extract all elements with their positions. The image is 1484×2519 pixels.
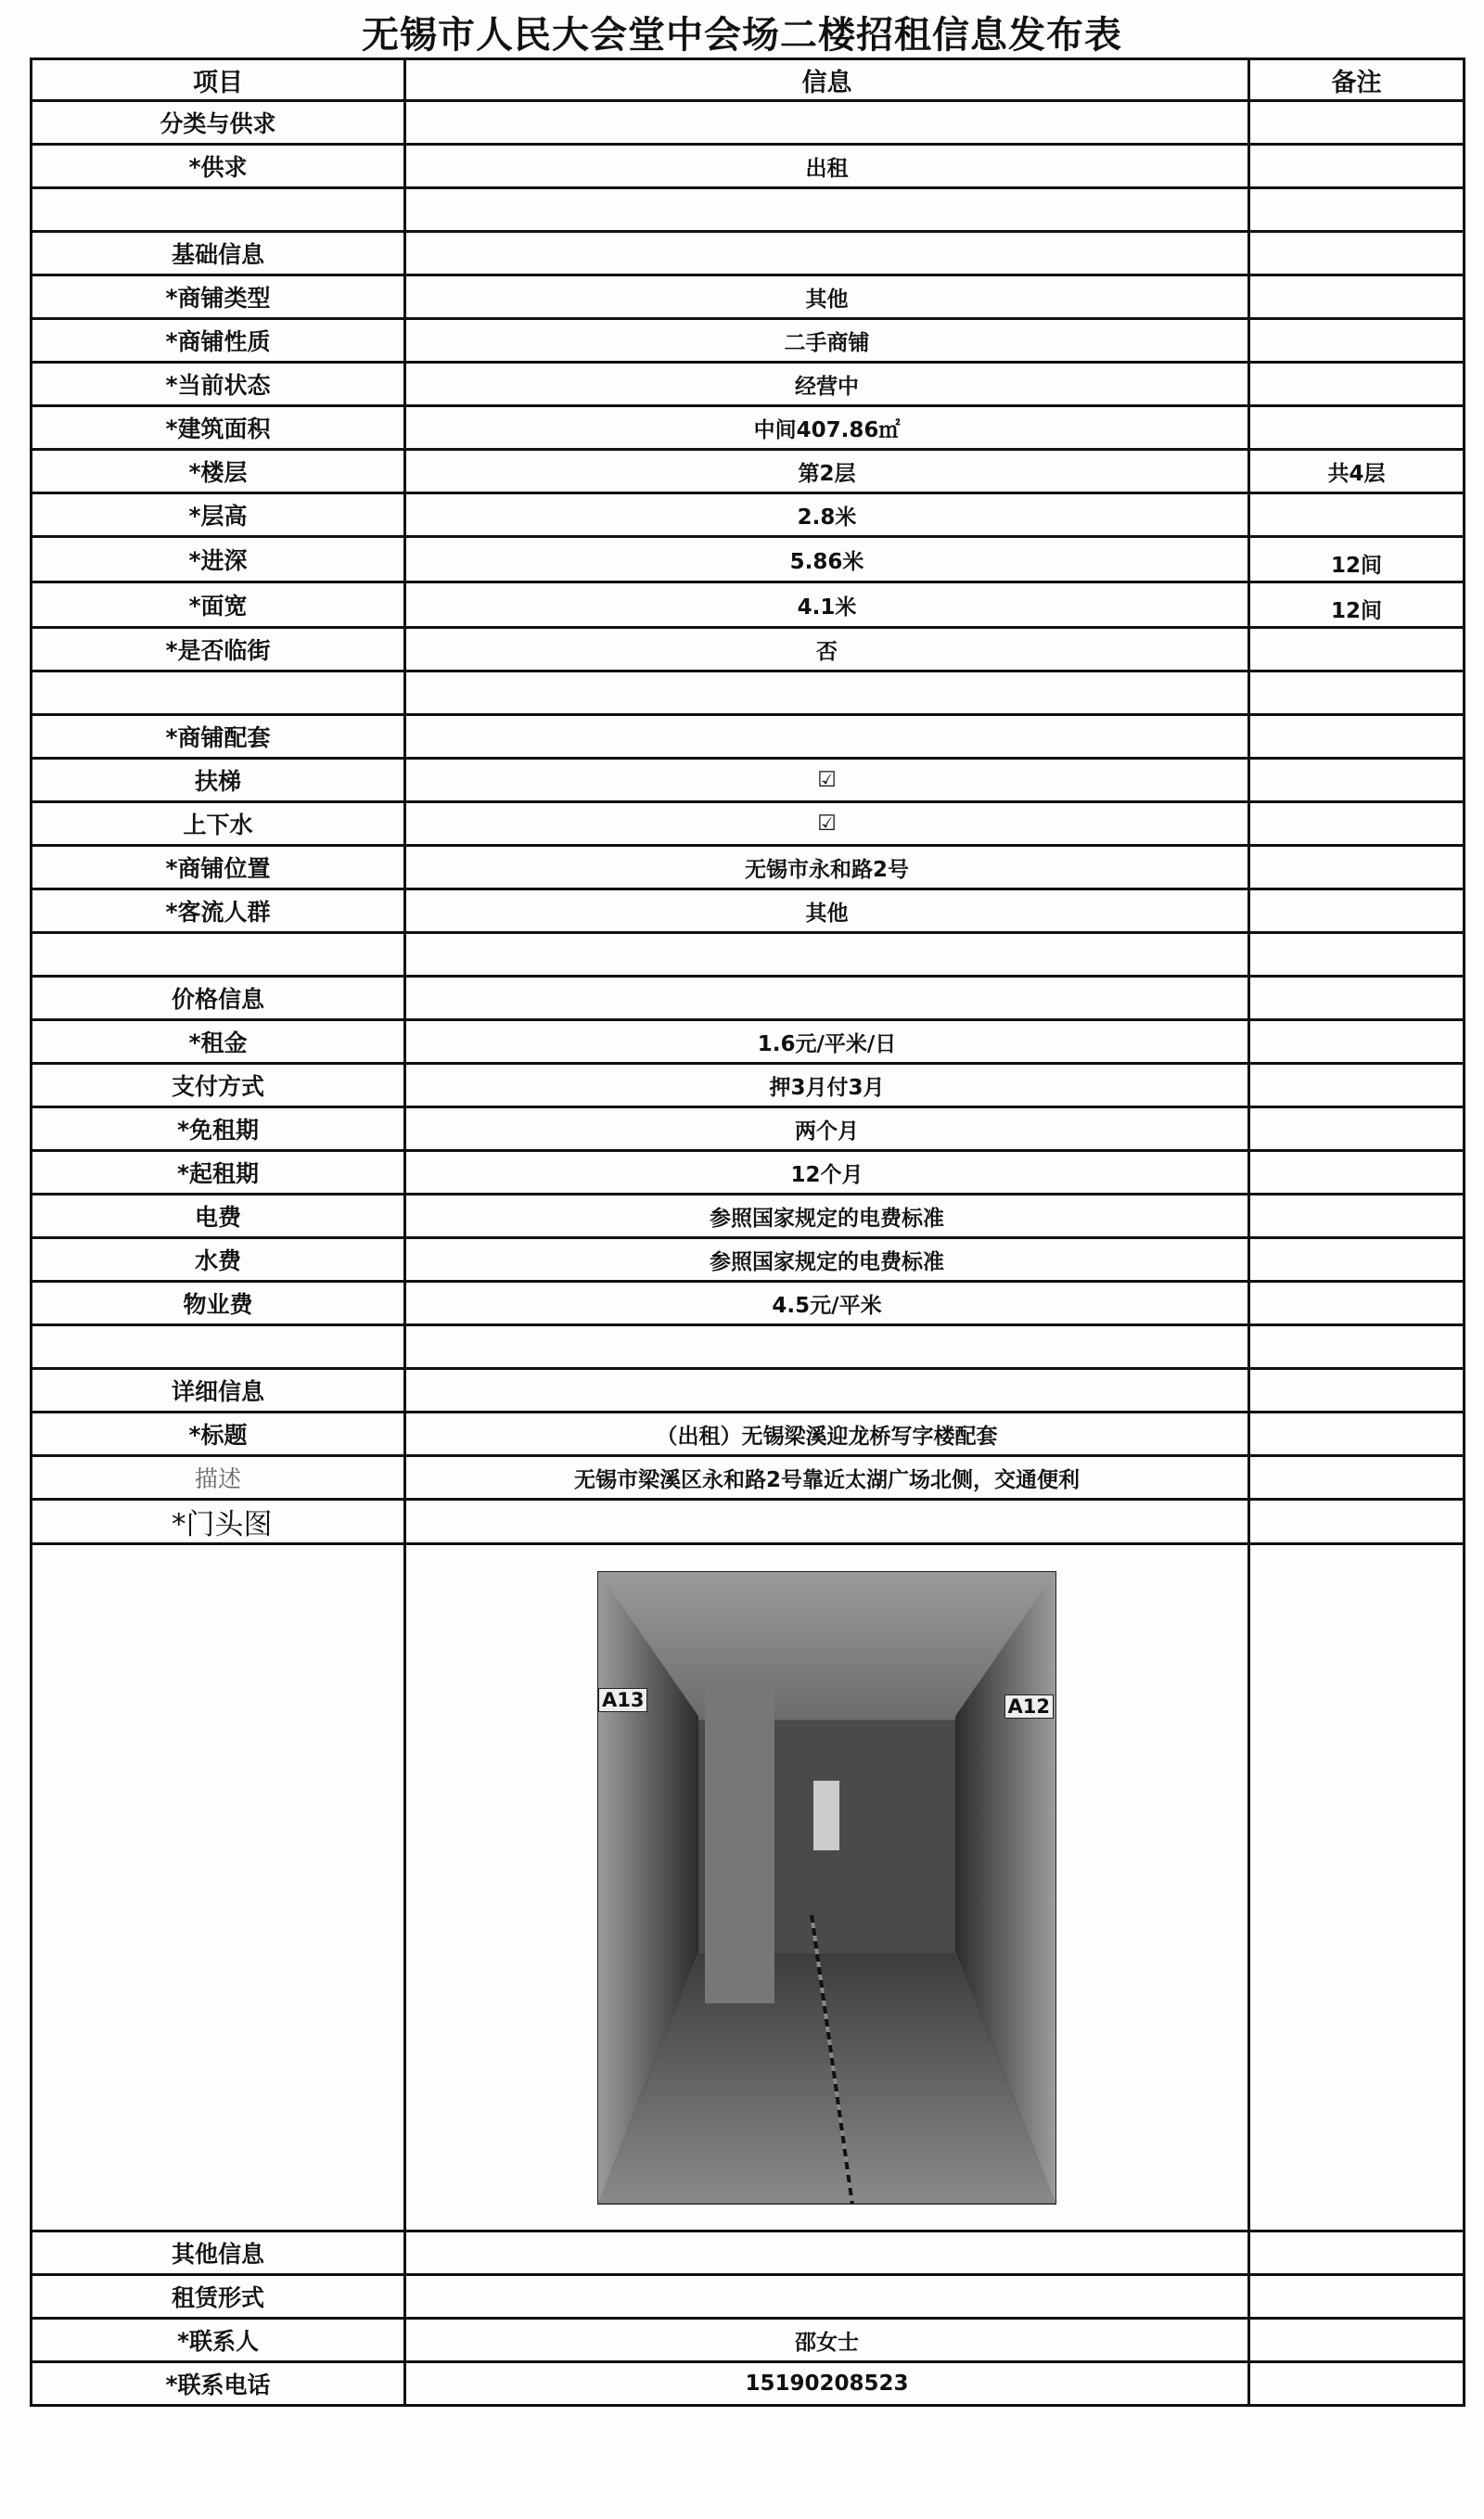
table-row <box>32 493 1465 537</box>
row-label: *免租期 <box>32 1107 405 1151</box>
table-row <box>32 275 1465 319</box>
storefront-photo <box>597 1571 1056 2205</box>
table-row <box>32 2362 1465 2406</box>
table-row <box>32 671 1465 715</box>
table-row <box>32 537 1465 582</box>
empty-cell <box>1249 1544 1465 2231</box>
row-label <box>32 933 405 977</box>
row-value <box>405 1500 1249 1544</box>
table-row <box>32 1456 1465 1500</box>
row-note <box>1249 802 1465 846</box>
header-info: 信息 <box>405 59 1249 101</box>
table-row <box>32 2231 1465 2275</box>
row-note <box>1249 232 1465 275</box>
row-value: 两个月 <box>405 1107 1249 1151</box>
row-note <box>1249 1456 1465 1500</box>
row-note <box>1249 188 1465 232</box>
row-label: *门头图 <box>32 1500 405 1544</box>
row-note <box>1249 671 1465 715</box>
row-note: 12间 <box>1249 537 1465 582</box>
table-row <box>32 2319 1465 2362</box>
row-label: 价格信息 <box>32 977 405 1020</box>
row-label: 描述 <box>32 1456 405 1500</box>
row-note <box>1249 363 1465 406</box>
table-row <box>32 1195 1465 1238</box>
row-note <box>1249 1413 1465 1456</box>
table-row <box>32 145 1465 188</box>
photo-cell <box>405 1544 1249 2231</box>
table-row <box>32 1500 1465 1544</box>
table-row <box>32 1413 1465 1456</box>
row-value: 1.6元/平米/日 <box>405 1020 1249 1064</box>
table-row <box>32 715 1465 759</box>
row-value <box>405 232 1249 275</box>
row-value: 无锡市梁溪区永和路2号靠近太湖广场北侧，交通便利 <box>405 1456 1249 1500</box>
table-row <box>32 188 1465 232</box>
room-sign-left: A13 <box>598 1688 647 1712</box>
row-note <box>1249 889 1465 933</box>
row-note <box>1249 977 1465 1020</box>
row-label <box>32 1325 405 1369</box>
row-value: 邵女士 <box>405 2319 1249 2362</box>
table-row <box>32 846 1465 889</box>
row-value <box>405 1325 1249 1369</box>
row-value <box>405 715 1249 759</box>
row-note <box>1249 319 1465 363</box>
row-label: *进深 <box>32 537 405 582</box>
row-value <box>405 933 1249 977</box>
row-note <box>1249 1369 1465 1413</box>
row-note <box>1249 846 1465 889</box>
row-note <box>1249 1064 1465 1107</box>
row-label: *是否临街 <box>32 628 405 671</box>
table-row <box>32 933 1465 977</box>
row-note <box>1249 715 1465 759</box>
row-note <box>1249 145 1465 188</box>
row-label: *商铺配套 <box>32 715 405 759</box>
table-row <box>32 582 1465 628</box>
row-value <box>405 671 1249 715</box>
row-label: *标题 <box>32 1413 405 1456</box>
row-label: *租金 <box>32 1020 405 1064</box>
row-value <box>405 2275 1249 2319</box>
table-row <box>32 977 1465 1020</box>
row-note <box>1249 1151 1465 1195</box>
row-value: 无锡市永和路2号 <box>405 846 1249 889</box>
row-label: 上下水 <box>32 802 405 846</box>
row-note: 共4层 <box>1249 450 1465 493</box>
table-row <box>32 450 1465 493</box>
row-note: 12间 <box>1249 582 1465 628</box>
document-title: 无锡市人民大会堂中会场二楼招租信息发布表 <box>362 14 1122 57</box>
row-value: 参照国家规定的电费标准 <box>405 1238 1249 1282</box>
row-value <box>405 2231 1249 2275</box>
table-row <box>32 802 1465 846</box>
row-note <box>1249 628 1465 671</box>
row-note <box>1249 1020 1465 1064</box>
row-label: 详细信息 <box>32 1369 405 1413</box>
row-value: 中间407.86㎡ <box>405 406 1249 450</box>
row-value: 5.86米 <box>405 537 1249 582</box>
header-item: 项目 <box>32 59 405 101</box>
row-note <box>1249 2275 1465 2319</box>
row-label: 扶梯 <box>32 759 405 802</box>
row-label: *建筑面积 <box>32 406 405 450</box>
table-row <box>32 1325 1465 1369</box>
row-label: *供求 <box>32 145 405 188</box>
row-label: 租赁形式 <box>32 2275 405 2319</box>
row-label: *起租期 <box>32 1151 405 1195</box>
row-value <box>405 101 1249 145</box>
row-label: 其他信息 <box>32 2231 405 2275</box>
row-value: （出租）无锡梁溪迎龙桥写字楼配套 <box>405 1413 1249 1456</box>
row-label: *楼层 <box>32 450 405 493</box>
row-value <box>405 188 1249 232</box>
storefront-photo-row <box>32 1544 1465 2231</box>
table-row <box>32 759 1465 802</box>
row-note <box>1249 1282 1465 1325</box>
row-note <box>1249 1325 1465 1369</box>
row-value: 4.5元/平米 <box>405 1282 1249 1325</box>
table-row <box>32 319 1465 363</box>
room-sign-right: A12 <box>1004 1694 1054 1719</box>
table-row <box>32 1107 1465 1151</box>
table-row <box>32 628 1465 671</box>
table-row <box>32 363 1465 406</box>
table-row <box>32 232 1465 275</box>
row-note <box>1249 1195 1465 1238</box>
row-label: 分类与供求 <box>32 101 405 145</box>
row-value: 参照国家规定的电费标准 <box>405 1195 1249 1238</box>
empty-cell <box>32 1544 405 2231</box>
row-value: 4.1米 <box>405 582 1249 628</box>
row-value <box>405 1369 1249 1413</box>
row-note <box>1249 101 1465 145</box>
table-row <box>32 1238 1465 1282</box>
row-label: *联系人 <box>32 2319 405 2362</box>
row-value: 二手商铺 <box>405 319 1249 363</box>
row-label: *商铺性质 <box>32 319 405 363</box>
photo-pillar <box>705 1688 774 2003</box>
table-header-row <box>32 59 1465 101</box>
row-label: *面宽 <box>32 582 405 628</box>
row-value: 其他 <box>405 889 1249 933</box>
row-value: 第2层 <box>405 450 1249 493</box>
row-note <box>1249 759 1465 802</box>
row-value: ☑ <box>405 759 1249 802</box>
row-value: 经营中 <box>405 363 1249 406</box>
row-value <box>405 977 1249 1020</box>
row-value: 出租 <box>405 145 1249 188</box>
rental-info-table <box>30 58 1465 2407</box>
row-value: 12个月 <box>405 1151 1249 1195</box>
table-row <box>32 889 1465 933</box>
row-label: *商铺位置 <box>32 846 405 889</box>
row-value: 其他 <box>405 275 1249 319</box>
photo-corridor-end <box>813 1781 839 1850</box>
row-note <box>1249 493 1465 537</box>
row-value: 15190208523 <box>405 2362 1249 2406</box>
row-note <box>1249 2319 1465 2362</box>
row-label: 基础信息 <box>32 232 405 275</box>
table-row <box>32 101 1465 145</box>
row-note <box>1249 933 1465 977</box>
row-label: *联系电话 <box>32 2362 405 2406</box>
row-label: *当前状态 <box>32 363 405 406</box>
table-row <box>32 1282 1465 1325</box>
row-label <box>32 188 405 232</box>
table-row <box>32 406 1465 450</box>
row-label: 电费 <box>32 1195 405 1238</box>
row-value: 2.8米 <box>405 493 1249 537</box>
row-label: 支付方式 <box>32 1064 405 1107</box>
table-row <box>32 1151 1465 1195</box>
header-remarks: 备注 <box>1249 59 1465 101</box>
row-label: *商铺类型 <box>32 275 405 319</box>
row-label: *层高 <box>32 493 405 537</box>
row-note <box>1249 2362 1465 2406</box>
row-note <box>1249 275 1465 319</box>
row-note <box>1249 1107 1465 1151</box>
row-value: ☑ <box>405 802 1249 846</box>
row-value: 否 <box>405 628 1249 671</box>
table-row <box>32 1369 1465 1413</box>
row-note <box>1249 1238 1465 1282</box>
row-label: 水费 <box>32 1238 405 1282</box>
row-note <box>1249 1500 1465 1544</box>
row-note <box>1249 406 1465 450</box>
row-label <box>32 671 405 715</box>
row-label: *客流人群 <box>32 889 405 933</box>
table-row <box>32 2275 1465 2319</box>
row-label: 物业费 <box>32 1282 405 1325</box>
row-note <box>1249 2231 1465 2275</box>
table-row <box>32 1020 1465 1064</box>
table-row <box>32 1064 1465 1107</box>
row-value: 押3月付3月 <box>405 1064 1249 1107</box>
